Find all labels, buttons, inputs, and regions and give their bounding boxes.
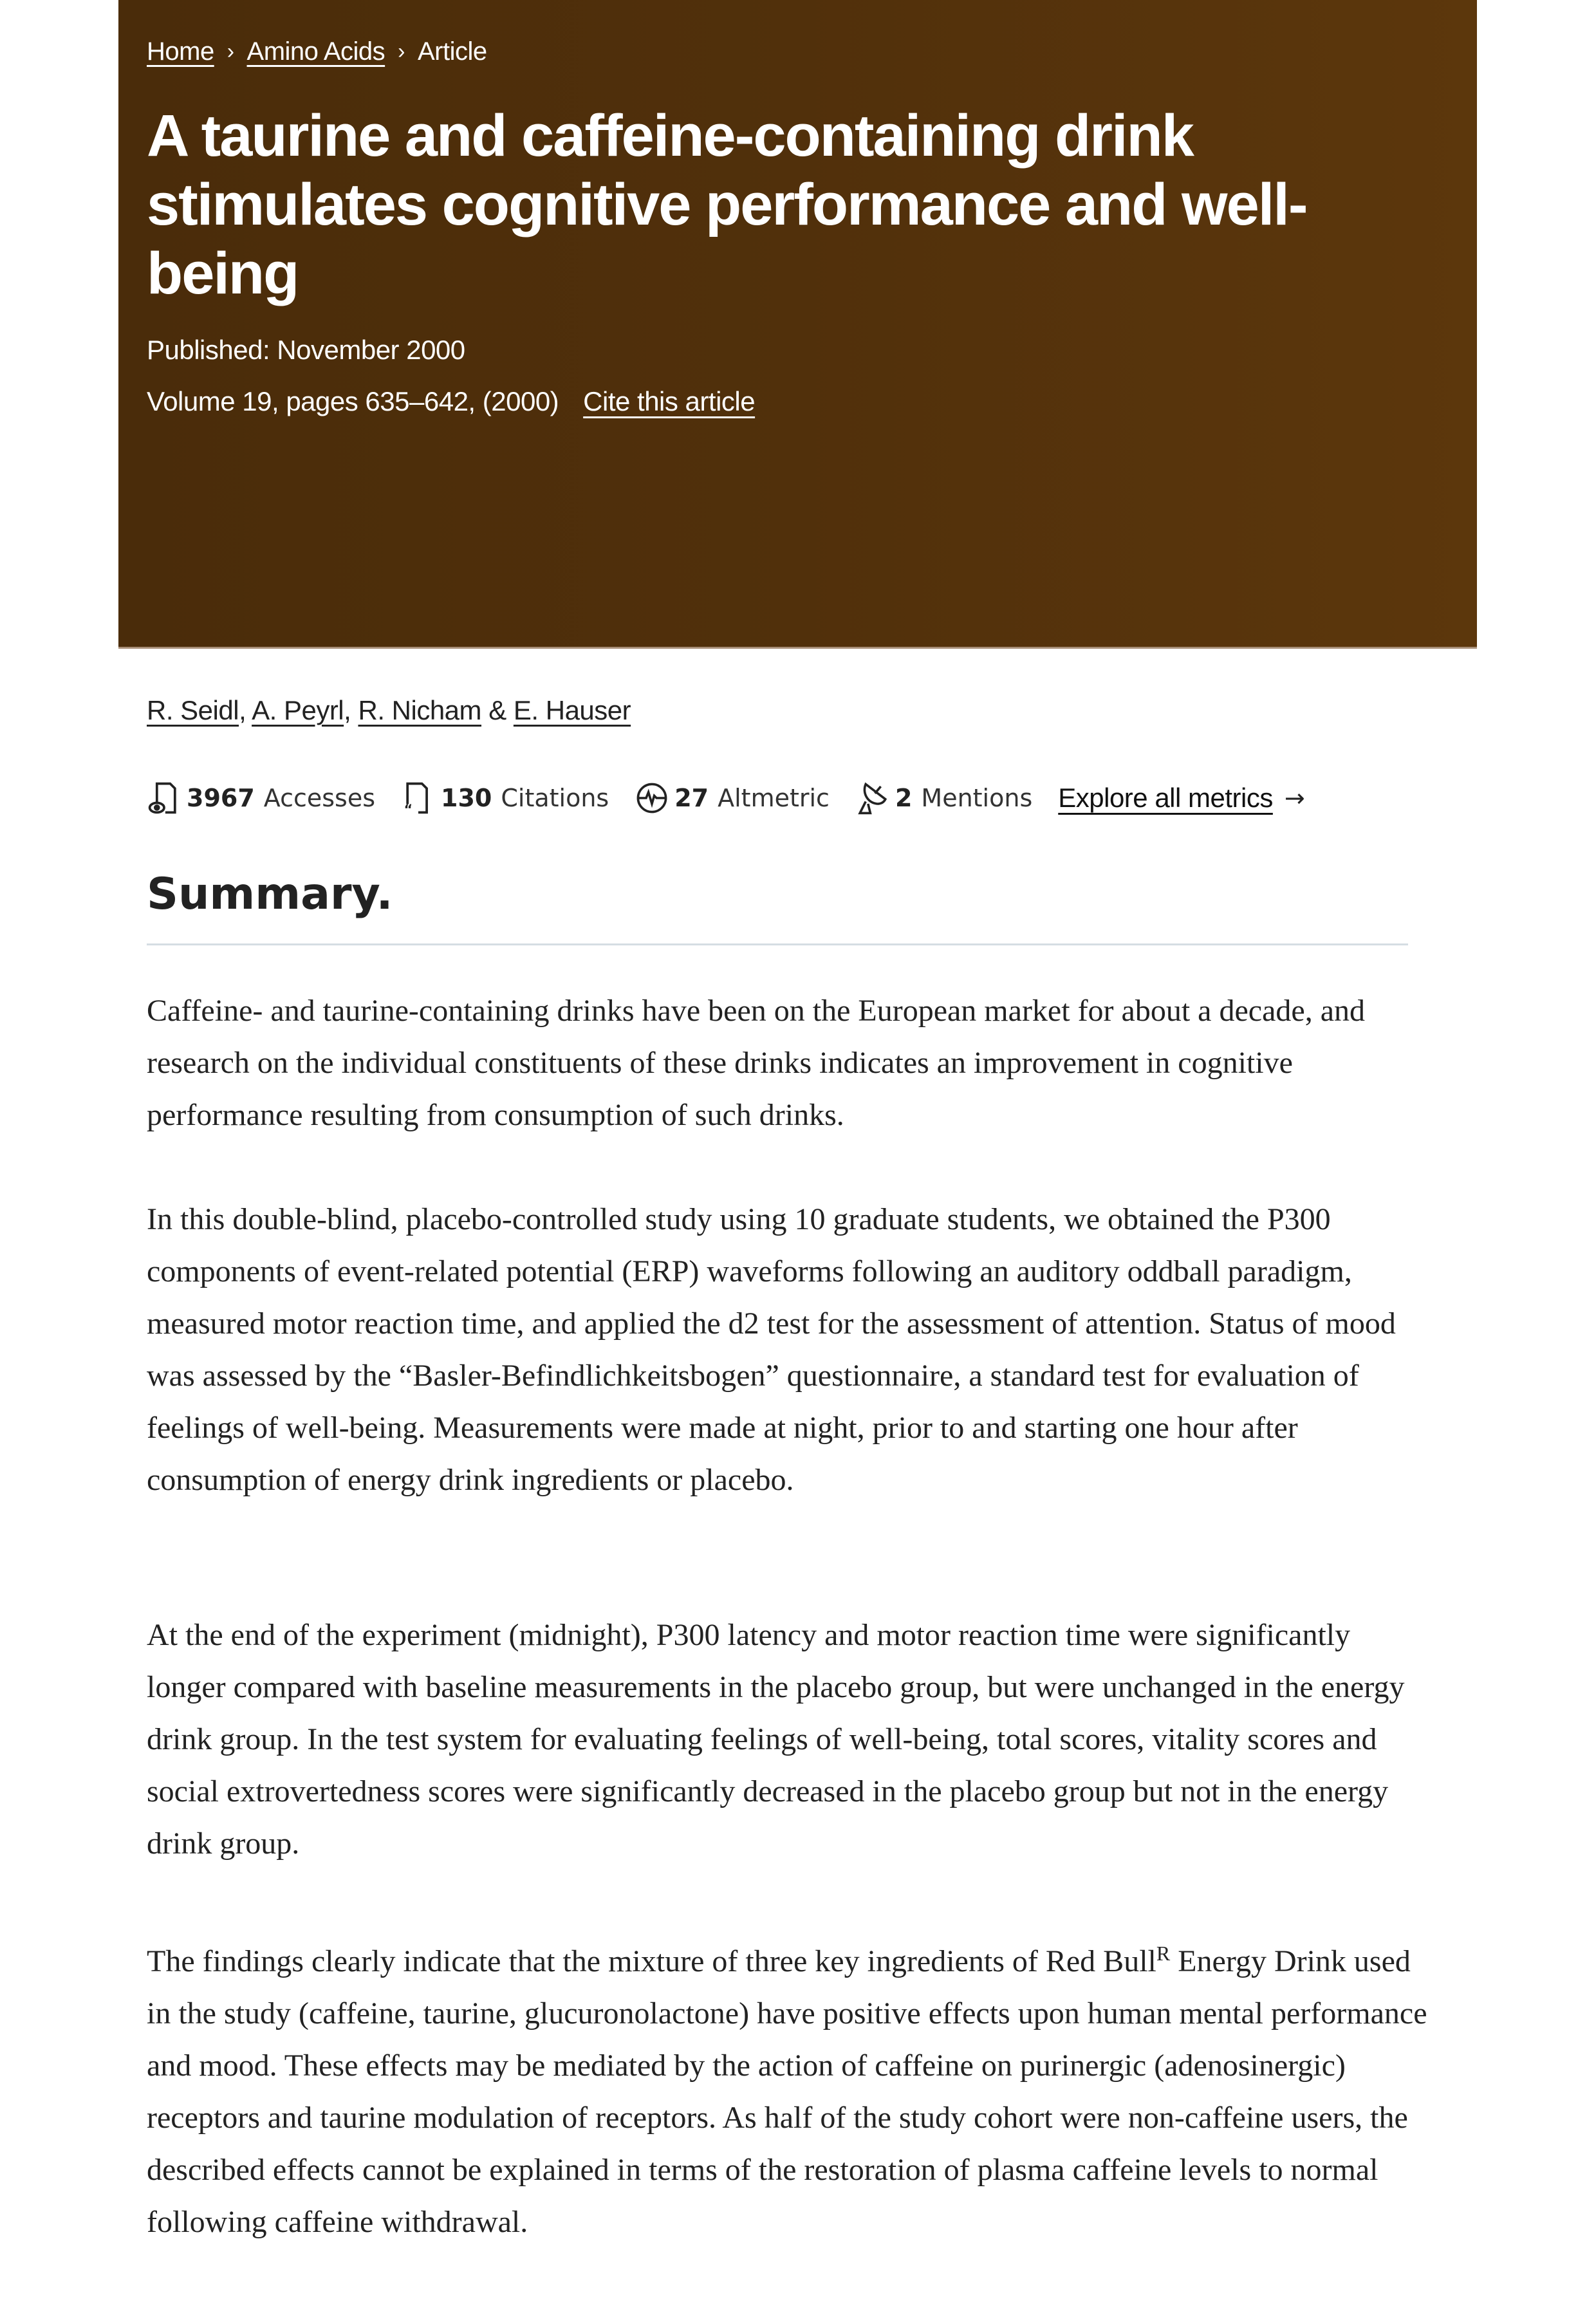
conclusion-text-start: The findings clearly indicate that the mixture of three key ingredients of Red Bull: [147, 1944, 1156, 1978]
breadcrumb-current: Article: [417, 37, 487, 66]
volume-pages: Volume 19, pages 635–642, (2000): [147, 386, 559, 416]
breadcrumb-chevron-icon: ›: [398, 39, 405, 64]
section-divider: [147, 943, 1408, 945]
abstract-paragraph: In this double-blind, placebo-controlled study using 10 graduate students, we obtained the P300 components of event-related potential (ERP) waveforms following an auditory oddball paradigm, measured motor reaction time, and applied the d2 test for the assessment of attention. Status of mood was assessed by the “Basler-Befindlichkeitsbogen” questionnaire, a standard test for evaluation of feelings of well-being. Measurements were made at night, prior to and starting one hour after consumption of energy drink ingredients or placebo.: [147, 1202, 1396, 1497]
article-title: A taurine and caffeine-containing drink stimulates cognitive performance and well-being: [147, 103, 1307, 306]
published-date: Published: November 2000: [147, 335, 465, 365]
author-link[interactable]: R. Nicham: [358, 695, 482, 725]
article-hero-banner: [118, 0, 1477, 649]
metric-accesses: [147, 780, 375, 816]
altmetric-score: 27: [674, 784, 709, 812]
accesses-label: Accesses: [263, 784, 376, 812]
author-list: [147, 695, 631, 726]
author-separator: &: [488, 695, 506, 725]
abstract-paragraph: At the end of the experiment (midnight), P300 latency and motor reaction time were significantly longer compared with baseline measurements in the placebo group, but were unchanged in the energy drink group. In the test system for evaluating feelings of well-being, total scores, vitality scores and social extrovertedness scores were significantly decreased in the placebo group but not in the energy drink group.: [147, 1618, 1405, 1861]
metric-altmetric: [635, 780, 830, 816]
explore-all-metrics-link[interactable]: Explore all metrics: [1058, 783, 1273, 813]
author-separator: ,: [344, 695, 351, 725]
author-link[interactable]: E. Hauser: [513, 695, 631, 725]
registered-mark: R: [1156, 1942, 1171, 1965]
breadcrumb-journal-link[interactable]: Amino Acids: [246, 37, 385, 66]
cite-this-article-link[interactable]: Cite this article: [583, 386, 756, 416]
breadcrumb: [147, 37, 487, 66]
arrow-right-icon: →: [1284, 784, 1305, 812]
metric-citations: [401, 780, 609, 816]
svg-text:“: “: [404, 801, 413, 816]
pulse-circle-icon: [635, 780, 669, 816]
metric-mentions: [855, 780, 1032, 816]
document-eye-icon: [147, 780, 181, 816]
mentions-label: Mentions: [921, 784, 1033, 812]
breadcrumb-chevron-icon: ›: [227, 39, 234, 64]
conclusion-text-end: Energy Drink used in the study (caffeine, taurine, glucuronolactone) have positive effects upon human mental performance and mood. These effects may be mediated by the action of caffeine on purinergic (adenosinergic) receptors and taurine modulation of receptors. As half of the study cohort were non-caffeine users, the described effects cannot be explained in terms of the restoration of plasma caffeine levels to normal following caffeine withdrawal.: [147, 1944, 1427, 2239]
abstract-paragraph: Caffeine- and taurine-containing drinks have been on the European market for about a decade, and research on the individual constituents of these drinks indicates an improvement in cognitive performance resulting from consumption of such drinks.: [147, 994, 1365, 1132]
mentions-count: 2: [895, 784, 913, 812]
author-link[interactable]: R. Seidl: [147, 695, 239, 725]
citations-label: Citations: [501, 784, 609, 812]
article-metrics: [147, 780, 1305, 816]
author-link[interactable]: A. Peyrl: [252, 695, 344, 725]
altmetric-label: Altmetric: [718, 784, 830, 812]
document-quote-icon: [401, 780, 436, 816]
breadcrumb-home-link[interactable]: Home: [147, 37, 214, 66]
satellite-dish-icon: [855, 780, 890, 816]
summary-heading: Summary.: [147, 869, 393, 920]
abstract-paragraph-conclusion: [147, 1928, 1427, 2248]
author-separator: ,: [239, 695, 246, 725]
citations-count: 130: [441, 784, 492, 812]
volume-info-row: [147, 386, 755, 417]
accesses-count: 3967: [187, 784, 255, 812]
